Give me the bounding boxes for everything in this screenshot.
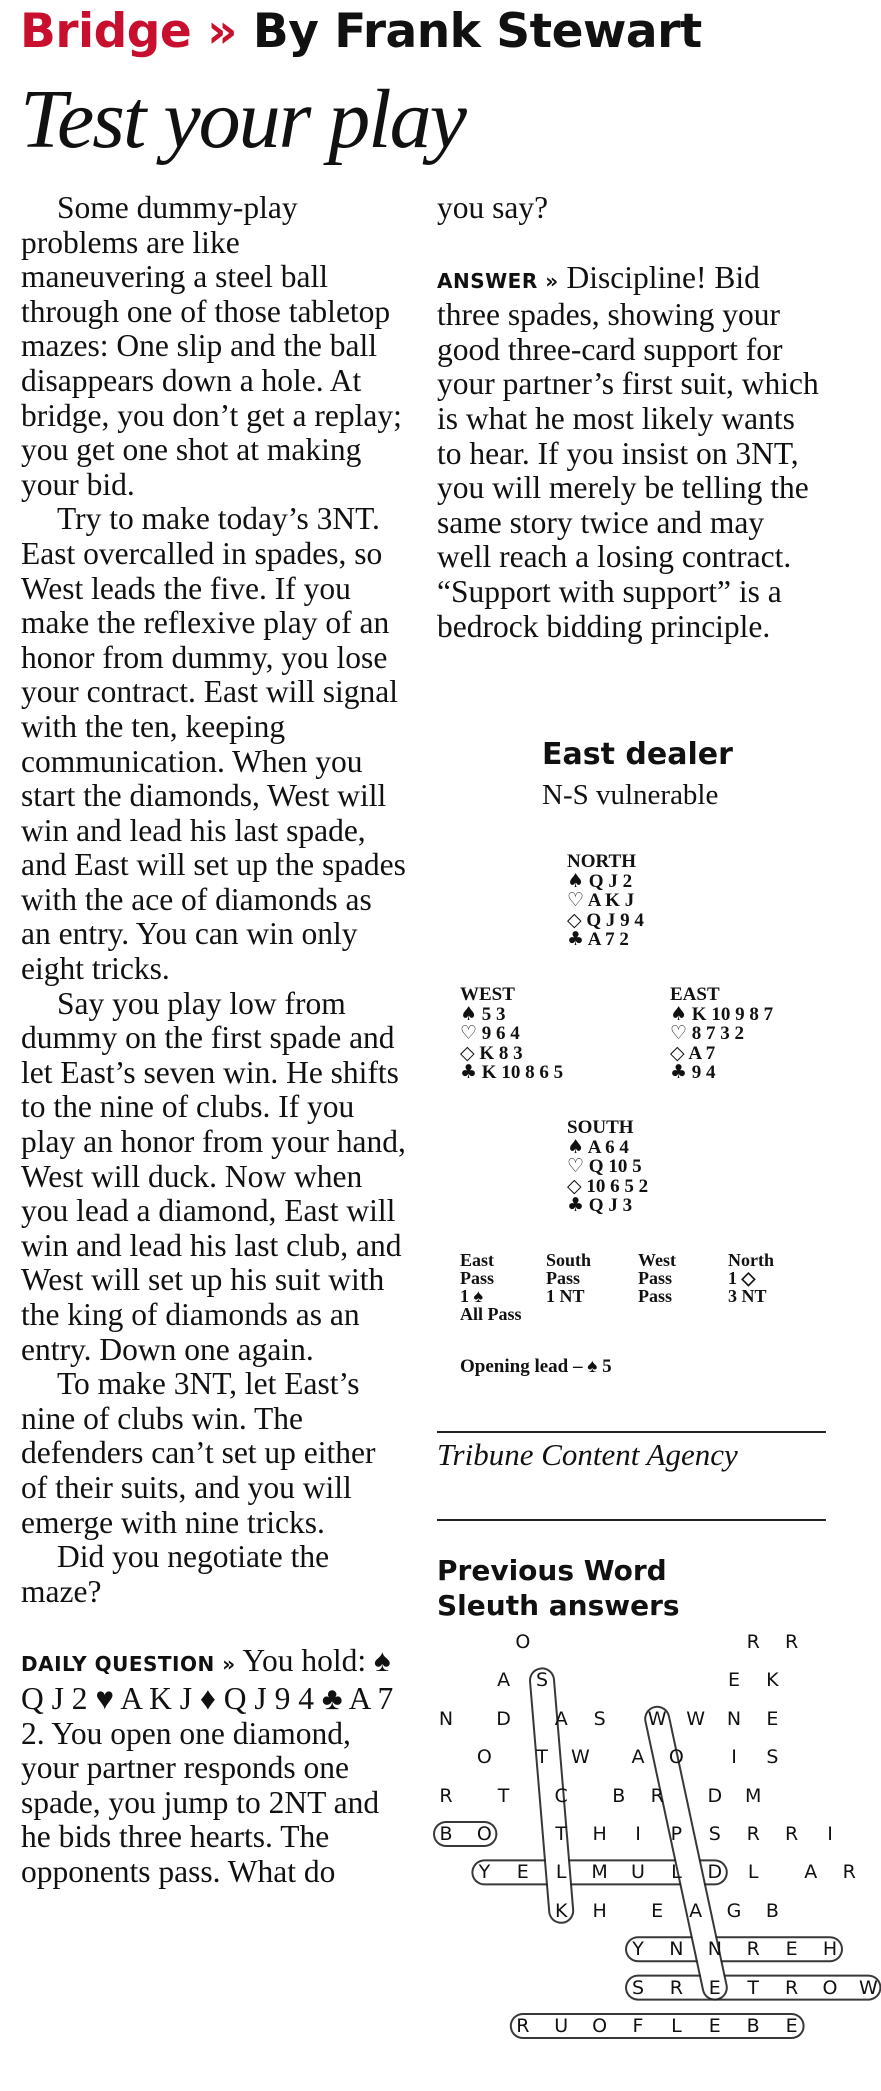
- article-body-continued: [437, 191, 825, 644]
- clubs-holding: A 7 2: [587, 929, 629, 950]
- grid-letter: E: [708, 1976, 721, 1999]
- spades-holding: Q J 2: [588, 870, 633, 892]
- grid-letter: T: [747, 1976, 759, 1999]
- grid-letter: L: [671, 2015, 682, 2037]
- grid-letter: A: [497, 1669, 511, 1692]
- grid-letter: W: [647, 1707, 667, 1730]
- grid-letter: U: [631, 1861, 645, 1884]
- heart-icon: ♡: [567, 1155, 585, 1177]
- spades-holding: K 10 9 8 7: [691, 1003, 774, 1025]
- grid-letter: T: [555, 1823, 567, 1845]
- spade-icon: ♠: [670, 1002, 688, 1025]
- daily-question-label: DAILY QUESTION »: [21, 1652, 236, 1677]
- byline: By Frank Stewart: [252, 4, 702, 59]
- auction-header: West: [638, 1250, 676, 1270]
- grid-letter: O: [822, 1976, 838, 1999]
- grid-letter: T: [536, 1746, 548, 1769]
- hand-west: [460, 986, 563, 1083]
- hand-south: [567, 1119, 648, 1216]
- grid-letter: L: [747, 1861, 759, 1884]
- column-header: [20, 2, 702, 62]
- grid-letter: S: [535, 1669, 549, 1692]
- diamonds-holding: K 8 3: [479, 1042, 523, 1064]
- grid-letter: O: [592, 2015, 608, 2037]
- grid-letter: S: [631, 1976, 645, 1999]
- auction-header: South: [546, 1250, 592, 1270]
- heart-icon: ♡: [670, 1022, 688, 1044]
- grid-letter: T: [497, 1784, 510, 1807]
- grid-letter: O: [515, 1631, 531, 1653]
- answer-loops: [436, 1638, 836, 2078]
- diamond-icon: ◇: [670, 1041, 685, 1064]
- grid-letter: E: [708, 2015, 721, 2037]
- daily-question-text: You hold: ♠ Q J 2 ♥ A K J ♦ Q J 9 4 ♣ A 7 2. You open one diamond, your partner responds one spade, you jump to 2NT and he bids three hearts. The opponents pass. What do: [21, 1643, 394, 1889]
- spades-holding: 5 3: [481, 1003, 506, 1025]
- club-icon: ♣: [670, 1061, 688, 1083]
- grid-letter: R: [784, 1976, 799, 1999]
- clubs-holding: 9 4: [691, 1062, 716, 1083]
- daily-question: [21, 1644, 409, 1889]
- auction-call: Pass: [638, 1286, 673, 1306]
- auction-header: East: [460, 1250, 495, 1270]
- grid-letter: I: [827, 1823, 833, 1845]
- grid-letter: S: [766, 1746, 779, 1769]
- grid-letter: N: [726, 1707, 742, 1730]
- heart-icon: ♡: [567, 889, 585, 911]
- grid-letter: R: [746, 1823, 760, 1845]
- club-icon: ♣: [567, 928, 585, 950]
- diamond-icon: ◇: [460, 1041, 475, 1064]
- answer-text: Discipline! Bid three spades, showing your good three-card support for your partner’s first suit, which is what he most likely wants to hear. If you insist on 3NT, you will merely be telling the same story twice and may well reach a losing contract. “Support with support” is a bedrock bidding principle.: [437, 259, 819, 644]
- grid-letter: W: [570, 1746, 590, 1769]
- section-name: Bridge »: [20, 4, 238, 59]
- diamond-icon: ◇: [567, 908, 582, 931]
- paragraph: Say you play low from dummy on the first spade and let East’s seven win. He shifts to the nine of clubs. If you play an honor from your hand, West will duck. Now when you lead a diamond, East will win and lead his last club, and West will set up his suit with the king of diamonds as an entry. Down one again.: [21, 985, 406, 1367]
- hand-east: [670, 986, 773, 1083]
- auction-call: Pass: [546, 1268, 581, 1288]
- article-title: Test your play: [20, 73, 465, 166]
- auction-call: All Pass: [460, 1304, 522, 1324]
- grid-letter: K: [554, 1899, 568, 1922]
- grid-letter: A: [554, 1707, 568, 1730]
- grid-letter: L: [555, 1861, 567, 1884]
- grid-letter: W: [686, 1707, 705, 1730]
- grid-letter: K: [766, 1669, 779, 1692]
- divider: [437, 1519, 826, 1521]
- grid-letter: E: [785, 2015, 798, 2037]
- grid-letter: A: [804, 1861, 818, 1884]
- diamond-icon: ◇: [567, 1174, 582, 1197]
- paragraph: Some dummy-play problems are like maneuvering a steel ball through one of those tabletop mazes: One slip and the ball disappears down a hole. At bridge, you don’t get a replay; you get one shot at making your bid.: [21, 190, 402, 502]
- grid-letter: B: [439, 1823, 453, 1845]
- diamonds-holding: 10 6 5 2: [586, 1175, 649, 1197]
- auction-call: 1 ♠: [460, 1286, 484, 1306]
- article-body: [21, 191, 409, 1890]
- grid-letter: R: [842, 1861, 856, 1884]
- spade-icon: ♠: [460, 1002, 478, 1025]
- hand-label: WEST: [460, 984, 515, 1005]
- grid-letter: D: [496, 1707, 511, 1730]
- vulnerability: N-S vulnerable: [542, 779, 719, 811]
- hearts-holding: Q 10 5: [588, 1156, 642, 1177]
- grid-letter: E: [766, 1707, 779, 1730]
- grid-letter: Y: [478, 1861, 491, 1884]
- grid-letter: S: [708, 1823, 721, 1845]
- diamonds-holding: Q J 9 4: [586, 909, 644, 931]
- grid-letter: H: [822, 1938, 838, 1961]
- grid-letter: O: [668, 1746, 684, 1769]
- auction-call: Pass: [638, 1268, 673, 1288]
- grid-letter: B: [765, 1899, 779, 1922]
- grid-letter: B: [746, 2015, 760, 2037]
- grid-letter: O: [476, 1746, 492, 1769]
- auction-call: 1 NT: [546, 1286, 585, 1306]
- grid-letter: M: [591, 1861, 608, 1884]
- opening-lead: Opening lead – ♠ 5: [460, 1356, 612, 1377]
- grid-letter: E: [785, 1938, 798, 1961]
- hand-label: EAST: [670, 984, 720, 1005]
- diamonds-holding: A 7: [688, 1042, 716, 1064]
- grid-letter: Y: [632, 1938, 644, 1961]
- club-icon: ♣: [567, 1194, 585, 1216]
- grid-letter: B: [612, 1784, 626, 1807]
- dealer-heading: East dealer: [542, 737, 733, 772]
- paragraph: Did you negotiate the maze?: [21, 1539, 330, 1609]
- grid-letter: E: [651, 1899, 664, 1922]
- grid-letter: H: [592, 1823, 607, 1845]
- spade-icon: ♠: [567, 1135, 585, 1158]
- grid-letter: R: [784, 1823, 799, 1845]
- grid-letter: R: [439, 1784, 453, 1807]
- answer: [437, 261, 825, 645]
- grid-letter: W: [858, 1976, 878, 1999]
- grid-letter: S: [593, 1707, 606, 1730]
- grid-letter: R: [746, 1631, 760, 1653]
- answer-label: ANSWER »: [437, 268, 559, 293]
- grid-letter: N: [707, 1938, 722, 1961]
- grid-letter: E: [727, 1669, 740, 1692]
- grid-letter: N: [438, 1707, 454, 1730]
- grid-letter: R: [650, 1784, 664, 1807]
- grid-letter: P: [670, 1823, 683, 1845]
- divider: [437, 1431, 826, 1433]
- paragraph: To make 3NT, let East’s nine of clubs win. The defenders can’t set up either of their suits, and you will emerge with nine tricks.: [21, 1366, 376, 1540]
- grid-letter: G: [726, 1899, 742, 1922]
- grid-letter: R: [516, 2015, 530, 2037]
- paragraph: Try to make today’s 3NT. East overcalled in spades, so West leads the five. If you make the reflexive play of an honor from dummy, you lose your contract. East will signal with the ten, keeping communication. When you start the diamonds, West will win and lead his last spade, and East will set up the spades with the ace of diamonds as an entry. You can win only eight tricks.: [21, 501, 406, 987]
- paragraph: you say?: [437, 190, 549, 225]
- club-icon: ♣: [460, 1061, 478, 1083]
- hand-label: SOUTH: [567, 1117, 634, 1138]
- grid-letter: U: [554, 2015, 569, 2037]
- grid-letter: F: [632, 2015, 644, 2037]
- grid-letter: R: [746, 1938, 760, 1961]
- grid-letter: D: [707, 1784, 723, 1807]
- grid-letter: L: [671, 1861, 682, 1884]
- grid-letter: N: [669, 1938, 684, 1961]
- grid-letter: D: [707, 1861, 723, 1884]
- auction-header: North: [728, 1250, 774, 1270]
- clubs-holding: Q J 3: [588, 1195, 633, 1216]
- syndicate-credit: Tribune Content Agency: [437, 1437, 738, 1472]
- hand-north: [567, 853, 644, 950]
- heart-icon: ♡: [460, 1022, 478, 1044]
- grid-letter: A: [631, 1746, 645, 1769]
- hearts-holding: 8 7 3 2: [691, 1023, 745, 1044]
- hearts-holding: A K J: [587, 890, 635, 911]
- grid-letter: M: [744, 1784, 762, 1807]
- auction-call: Pass: [460, 1268, 495, 1288]
- grid-letter: C: [554, 1784, 568, 1807]
- grid-letter: I: [635, 1823, 641, 1845]
- auction-call: 3 NT: [728, 1286, 767, 1306]
- hearts-holding: 9 6 4: [481, 1023, 520, 1044]
- hand-label: NORTH: [567, 851, 637, 872]
- grid-letter: E: [516, 1861, 529, 1884]
- grid-letter: O: [476, 1823, 492, 1845]
- spades-holding: A 6 4: [587, 1136, 629, 1158]
- grid-letter: R: [669, 1976, 683, 1999]
- grid-letter: R: [784, 1631, 799, 1653]
- clubs-holding: K 10 8 6 5: [481, 1062, 564, 1083]
- auction-call: 1 ◇: [728, 1268, 756, 1288]
- grid-letter: H: [592, 1899, 607, 1922]
- grid-letter: I: [731, 1746, 737, 1769]
- grid-letter: A: [689, 1899, 703, 1922]
- spade-icon: ♠: [567, 869, 585, 892]
- puzzle-title: Previous Word Sleuth answers: [437, 1554, 680, 1622]
